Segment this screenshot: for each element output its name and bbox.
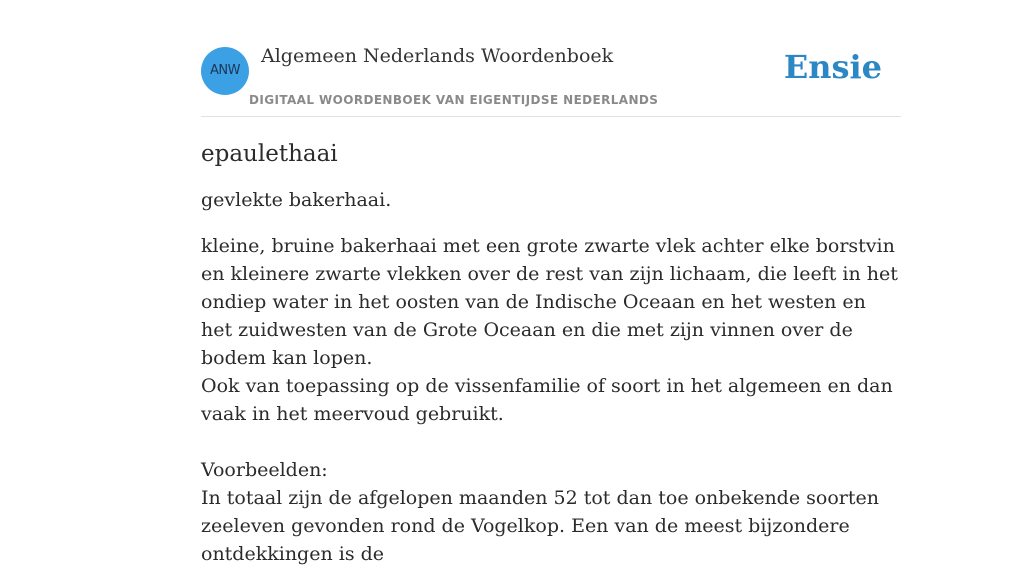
ensie-brand-logo[interactable]: Ensie: [783, 48, 882, 86]
example-text: In totaal zijn de afgelopen maanden 52 tot dan toe onbekende soorten zeeleven gevonden rond de Vogelkop. Een van de meest bijzondere ontdekkingen is de: [201, 487, 879, 565]
entry-content: [201, 136, 901, 568]
site-subtitle: DIGITAAL WOORDENBOEK VAN EIGENTIJDSE NEDERLANDS: [249, 93, 659, 107]
entry-headword: epaulethaai: [201, 141, 338, 167]
site-title[interactable]: Algemeen Nederlands Woordenboek: [261, 45, 614, 67]
usage-note: Ook van toepassing op de vissenfamilie of soort in het algemeen en dan vaak in het meervoud gebruikt.: [201, 375, 893, 425]
examples-label: Voorbeelden:: [201, 459, 328, 481]
short-definition: gevlekte bakerhaai.: [201, 189, 392, 211]
long-definition: kleine, bruine bakerhaai met een grote zwarte vlek achter elke borstvin en kleinere zwarte vlekken over de rest van zijn lichaam, die leeft in het ondiep water in het oosten van de Indische Oceaan en het westen en het zuidwesten van de Grote Oceaan en die met zijn vinnen over de bodem kan lopen.: [201, 235, 898, 369]
anw-logo[interactable]: ANW: [201, 47, 249, 95]
site-header: [201, 40, 901, 117]
